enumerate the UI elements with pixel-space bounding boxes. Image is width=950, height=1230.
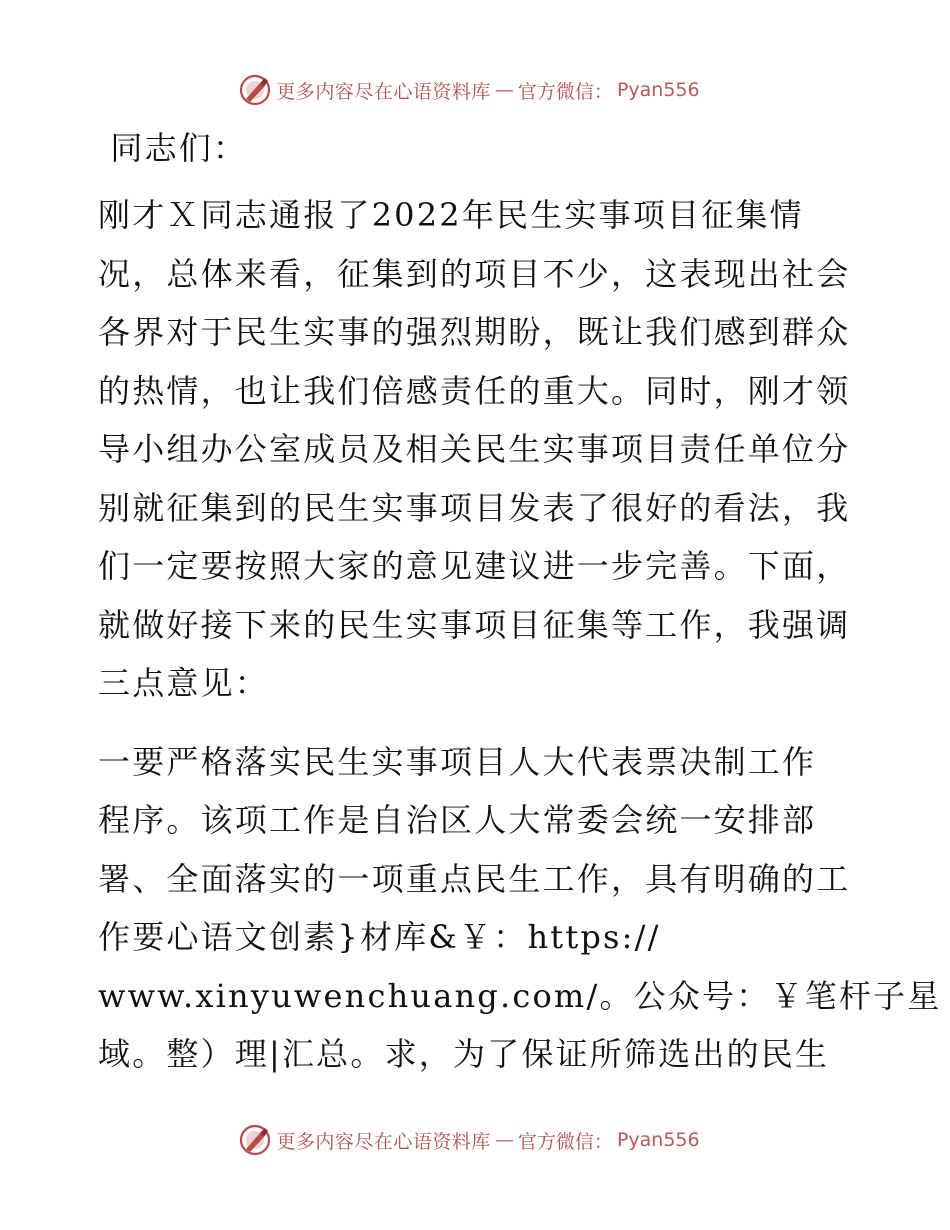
pen-logo-icon — [238, 1123, 272, 1157]
pen-logo-icon — [238, 73, 272, 107]
paragraph-1 — [98, 186, 858, 713]
header-wechat-label: 官方微信： — [517, 80, 613, 103]
text-line: 们一定要按照大家的意见建议进一步完善。下面， — [98, 547, 851, 585]
text-line: 刚才Ｘ同志通报了2022年民生实事项目征集情 — [98, 196, 804, 234]
text-line: 导小组办公室成员及相关民生实事项目责任单位分 — [98, 430, 851, 468]
footer-wechat-label: 官方微信： — [517, 1130, 613, 1153]
text-line: www.xinyuwenchuang.com/。公众号：￥笔杆子星 — [98, 976, 942, 1015]
salutation: 同志们： — [98, 129, 248, 167]
header-banner-inner — [238, 73, 699, 107]
text-line: 各界对于民生实事的强烈期盼，既让我们感到群众 — [98, 313, 851, 351]
header-banner — [0, 68, 950, 112]
footer-banner-inner — [238, 1123, 699, 1157]
footer-banner-dash: — — [494, 1129, 514, 1151]
text-line: 程序。该项工作是自治区人大常委会统一安排部 — [98, 801, 817, 839]
header-banner-dash: — — [494, 79, 514, 101]
text-line: 域。整）理|汇总。求，为了保证所筛选出的民生 — [98, 1035, 830, 1073]
footer-banner-text: 更多内容尽在心语资料库 — [276, 1130, 491, 1153]
header-banner-text: 更多内容尽在心语资料库 — [276, 80, 491, 103]
text-line: 别就征集到的民生实事项目发表了很好的看法，我 — [98, 488, 851, 527]
document-body — [98, 122, 942, 1084]
header-wechat-id: Pyan556 — [616, 79, 700, 101]
text-line: 的热情，也让我们倍感责任的重大。同时，刚才领 — [98, 371, 851, 410]
text-line: 就做好接下来的民生实事项目征集等工作，我强调 — [98, 605, 851, 644]
text-line: 作要心语文创素}材库&￥：https:// — [98, 918, 661, 956]
text-line: 况，总体来看，征集到的项目不少，这表现出社会 — [98, 254, 851, 293]
footer-wechat-id: Pyan556 — [616, 1129, 700, 1151]
text-line: 署、全面落实的一项重点民生工作，具有明确的工 — [98, 859, 851, 898]
text-line: 三点意见： — [98, 664, 270, 702]
footer-banner — [0, 1118, 950, 1162]
text-line: 一要严格落实民生实事项目人大代表票决制工作 — [98, 742, 817, 781]
paragraph-2 — [98, 733, 942, 1084]
